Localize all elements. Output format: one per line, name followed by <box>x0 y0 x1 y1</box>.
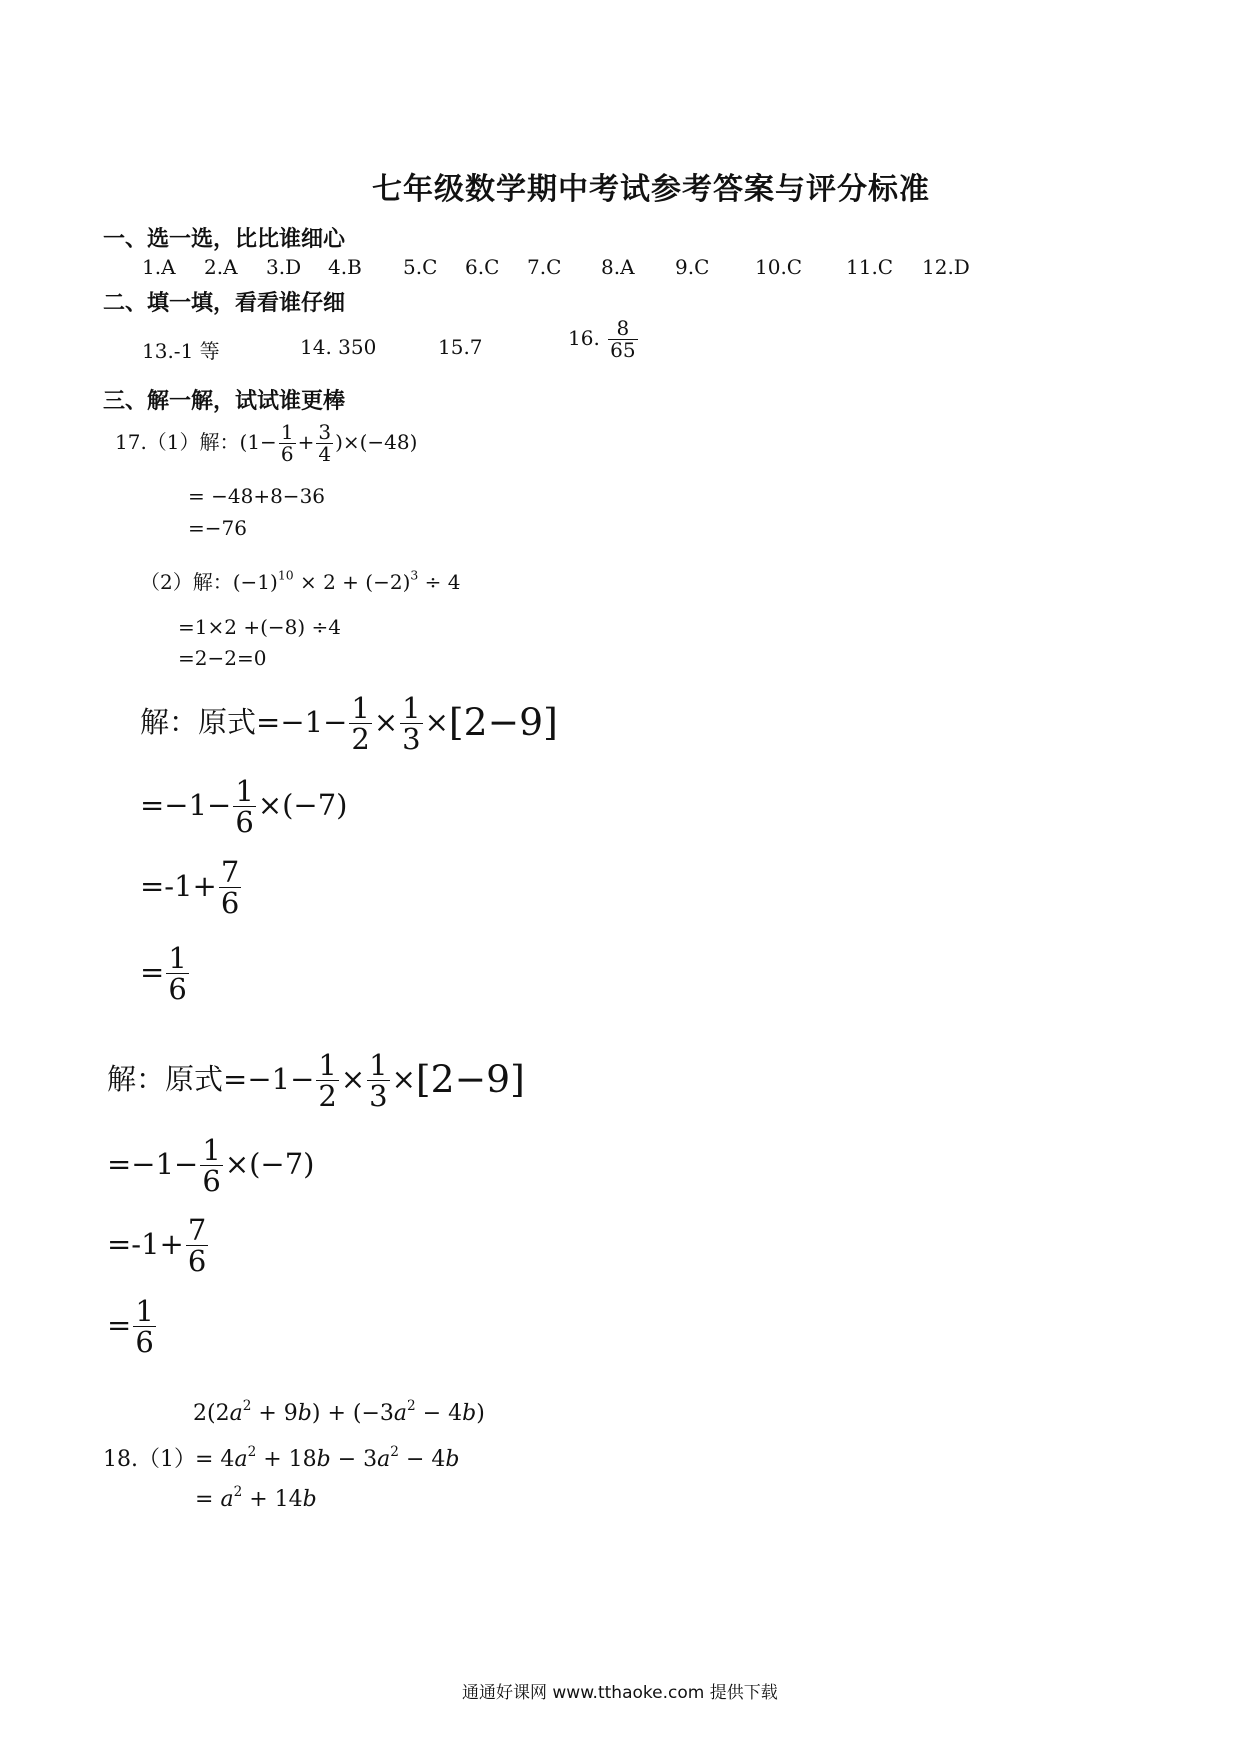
q18-step-1 <box>103 1442 459 1473</box>
answer-7: 7.C <box>527 255 562 279</box>
q17-1-plus: + <box>297 430 315 454</box>
page-title: 七年级数学期中考试参考答案与评分标准 <box>372 172 930 207</box>
fraction-numerator: 1 <box>280 420 294 444</box>
fraction-denominator: 6 <box>202 1164 221 1199</box>
answer-13: 13.-1 等 <box>142 339 220 363</box>
q18-expr-e: ) <box>476 1401 485 1427</box>
fraction-denominator: 2 <box>351 722 370 757</box>
q17-2-expression <box>140 566 460 595</box>
q18-var-a: a <box>229 1401 243 1427</box>
answer-16-fraction <box>608 318 637 361</box>
q18-var-b: b <box>302 1487 317 1513</box>
q17-2-prefix: （2）解： <box>140 570 233 594</box>
q17-3a-bracket: [2−9] <box>448 699 558 744</box>
q17-3a-line-4-prefix: = <box>140 954 165 989</box>
q17-3a-line-2-prefix: =−1− <box>140 787 232 822</box>
q17-1-step-1: = −48+8−36 <box>188 484 326 508</box>
q17-1-open: (1− <box>239 430 277 454</box>
q17-3a-prefix: 解：原式 <box>140 704 257 739</box>
q17-1-step-2: =−76 <box>188 516 247 540</box>
q18-square: 2 <box>247 1443 257 1460</box>
q17-2-step-1: =1×2 +(−8) ÷4 <box>178 615 342 639</box>
section-1-answers <box>142 255 970 279</box>
answer-11: 11.C <box>846 255 894 279</box>
q17-3a-fraction-1 <box>349 693 371 755</box>
fraction-numerator: 1 <box>318 1048 337 1082</box>
fraction-denominator: 6 <box>220 886 240 921</box>
q17-1-prefix: 17.（1）解： <box>115 430 240 454</box>
fraction-numerator: 1 <box>135 1294 154 1328</box>
q17-3a-fraction-3 <box>233 776 255 838</box>
fraction-denominator: 6 <box>168 972 187 1007</box>
answer-4: 4.B <box>328 255 362 279</box>
q18-s1-d: − 4 <box>398 1447 446 1472</box>
q17-3b-line-2-prefix: =−1− <box>107 1146 199 1181</box>
q17-2-part-1: (−1) <box>232 570 278 594</box>
fraction-denominator: 6 <box>280 442 294 466</box>
q17-3b-fraction-3 <box>200 1135 222 1197</box>
q18-s1-c: − 3 <box>330 1447 378 1472</box>
q17-3a-line-3 <box>140 857 243 919</box>
q17-3b-line-4 <box>107 1296 158 1358</box>
q18-expr-a: 2(2 <box>193 1401 230 1427</box>
q18-s1-b: + 18 <box>256 1447 317 1472</box>
q17-3b-line-1 <box>107 1050 525 1112</box>
q17-3b-bracket: [2−9] <box>415 1056 525 1101</box>
answer-8: 8.A <box>601 255 635 279</box>
q18-var-b: b <box>297 1401 312 1427</box>
q18-expr-b: + 9 <box>251 1401 298 1427</box>
q17-3a-eq: =−1− <box>256 704 348 739</box>
fraction-denominator: 6 <box>135 1325 154 1360</box>
q18-var-a: a <box>234 1447 248 1472</box>
fraction-denominator: 2 <box>318 1079 337 1114</box>
fraction-denominator: 65 <box>610 338 636 362</box>
q17-2-part-2: × 2 + (−2) <box>293 570 411 594</box>
q18-var-a: a <box>220 1487 234 1513</box>
q17-3b-fraction-2 <box>367 1050 389 1112</box>
q17-1-fraction-1 <box>279 422 296 465</box>
fraction-numerator: 1 <box>369 1048 388 1082</box>
q18-square: 2 <box>242 1398 252 1414</box>
q18-expr-d: − 4 <box>415 1401 463 1427</box>
fraction-denominator: 4 <box>318 442 332 466</box>
q18-var-a: a <box>377 1447 391 1472</box>
q17-3b-line-3 <box>107 1215 210 1277</box>
q17-3b-line-3-prefix: =-1+ <box>107 1226 184 1261</box>
fraction-denominator: 3 <box>402 722 421 757</box>
fraction-denominator: 3 <box>369 1079 388 1114</box>
q17-1-close: )×(−48) <box>335 430 418 454</box>
fraction-numerator: 3 <box>318 420 332 444</box>
section-2-heading: 二、填一填，看看谁仔细 <box>103 291 346 316</box>
q17-3b-fraction-4 <box>186 1215 208 1277</box>
q17-3a-times-2: × <box>424 704 449 739</box>
q18-var-b: b <box>316 1447 331 1472</box>
q18-s1-a: = 4 <box>195 1447 235 1472</box>
q18-var-b: b <box>462 1401 477 1427</box>
answer-15: 15.7 <box>438 335 483 359</box>
q17-3b-line-2 <box>107 1135 315 1197</box>
q17-2-part-3: ÷ 4 <box>418 570 461 594</box>
answer-6: 6.C <box>465 255 500 279</box>
q17-2-exponent-1: 10 <box>277 567 294 583</box>
q18-label: 18.（1） <box>103 1447 196 1472</box>
q18-s2-b: + 14 <box>242 1487 303 1513</box>
q18-square: 2 <box>390 1443 399 1460</box>
q17-1-expression <box>115 422 417 465</box>
q17-3b-times-2: × <box>391 1061 416 1096</box>
answer-1: 1.A <box>142 255 176 279</box>
answer-3: 3.D <box>266 255 302 279</box>
section-3-heading: 三、解一解，试试谁更棒 <box>103 389 346 414</box>
q17-3b-prefix: 解：原式 <box>107 1061 224 1096</box>
q17-2-exponent-2: 3 <box>410 567 419 583</box>
q18-step-2 <box>195 1484 317 1512</box>
q17-2-step-2: =2−2=0 <box>178 646 267 670</box>
answer-2: 2.A <box>204 255 238 279</box>
q18-square: 2 <box>407 1398 416 1414</box>
q18-var-a: a <box>393 1401 408 1427</box>
fraction-numerator: 7 <box>187 1213 207 1247</box>
fraction-denominator: 6 <box>235 805 254 840</box>
q17-3a-line-1 <box>140 693 558 755</box>
q17-3a-fraction-4 <box>219 857 241 919</box>
q17-3b-fraction-5 <box>133 1296 155 1358</box>
q17-1-fraction-2 <box>316 422 333 465</box>
answer-14: 14. 350 <box>300 335 377 359</box>
q17-3a-line-2 <box>140 776 348 838</box>
q17-3b-line-2-suffix: ×(−7) <box>224 1146 315 1181</box>
section-1-heading: 一、选一选，比比谁细心 <box>103 227 346 252</box>
q17-3a-line-4 <box>140 943 191 1005</box>
fraction-numerator: 8 <box>616 316 630 340</box>
fraction-numerator: 1 <box>235 774 254 808</box>
q17-3a-fraction-5 <box>166 943 188 1005</box>
q17-3b-eq: =−1− <box>223 1061 315 1096</box>
fraction-numerator: 1 <box>402 691 421 725</box>
q17-3b-fraction-1 <box>316 1050 338 1112</box>
fraction-numerator: 7 <box>220 855 240 889</box>
answer-10: 10.C <box>755 255 803 279</box>
q17-3a-line-2-suffix: ×(−7) <box>257 787 348 822</box>
q18-var-b: b <box>445 1447 460 1472</box>
q17-3a-line-3-prefix: =-1+ <box>140 868 217 903</box>
fraction-denominator: 6 <box>187 1244 207 1279</box>
q18-expr-c: ) + (−3 <box>311 1401 394 1427</box>
q17-3b-times-1: × <box>340 1061 366 1096</box>
answer-12: 12.D <box>922 255 970 279</box>
page-footer: 通通好课网 www.tthaoke.com 提供下载 <box>462 1683 778 1703</box>
q17-3a-times-1: × <box>373 704 399 739</box>
answer-16 <box>568 318 640 361</box>
fraction-numerator: 1 <box>202 1133 221 1167</box>
q17-3a-fraction-2 <box>400 693 422 755</box>
answer-16-label: 16. <box>568 326 600 350</box>
answer-9: 9.C <box>675 255 710 279</box>
q18-square: 2 <box>233 1484 243 1500</box>
fraction-numerator: 1 <box>351 691 370 725</box>
q18-expression <box>193 1398 485 1426</box>
fraction-numerator: 1 <box>168 941 187 975</box>
answer-5: 5.C <box>403 255 438 279</box>
q17-3b-line-4-prefix: = <box>107 1307 132 1342</box>
q18-s2-a: = <box>195 1487 221 1513</box>
